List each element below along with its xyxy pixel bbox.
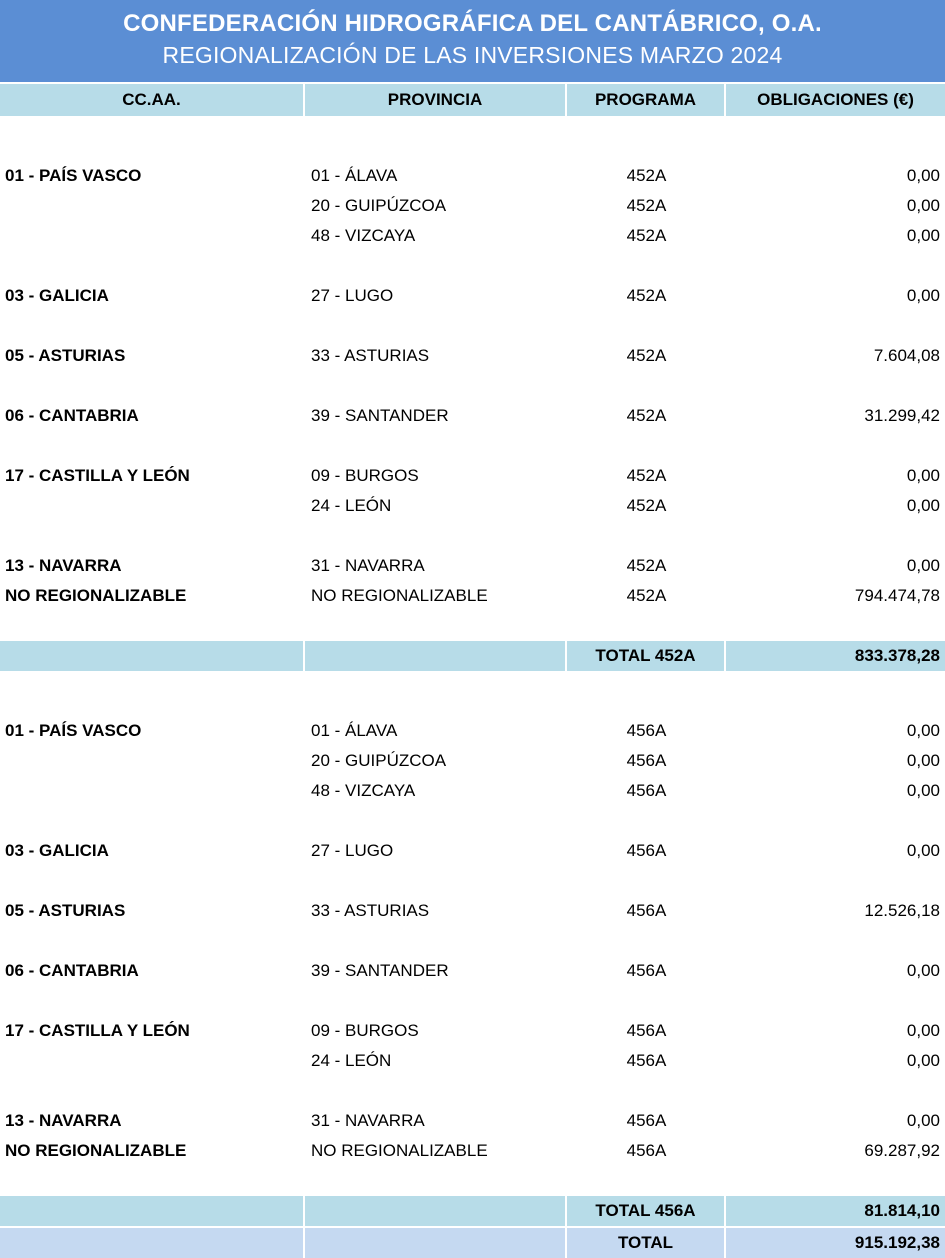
total-452a-row	[0, 641, 945, 671]
obligaciones-cell: 0,00	[906, 841, 940, 860]
programa-cell: 452A	[626, 226, 667, 245]
table-row	[0, 491, 945, 521]
ccaa-cell: 13 - NAVARRA	[5, 1111, 122, 1130]
provincia-cell: 27 - LUGO	[311, 286, 394, 305]
table-row	[0, 161, 945, 191]
grand-total-row	[0, 1228, 945, 1258]
row-spacer	[0, 806, 945, 836]
table-row	[0, 281, 945, 311]
obligaciones-cell: 0,00	[906, 751, 940, 770]
programa-cell: 452A	[626, 346, 667, 365]
ccaa-cell: 17 - CASTILLA Y LEÓN	[5, 466, 190, 485]
obligaciones-cell: 31.299,42	[864, 406, 940, 425]
ccaa-cell	[0, 221, 305, 251]
obligaciones-cell: 7.604,08	[873, 346, 940, 365]
provincia-cell: 24 - LEÓN	[311, 496, 392, 515]
ccaa-cell: NO REGIONALIZABLE	[5, 1141, 187, 1160]
row-spacer	[0, 251, 945, 281]
programa-cell: 456A	[626, 901, 667, 920]
report-title: CONFEDERACIÓN HIDROGRÁFICA DEL CANTÁBRICO, O.A.	[123, 10, 822, 37]
ccaa-cell: 13 - NAVARRA	[5, 556, 122, 575]
row-spacer	[0, 986, 945, 1016]
table-row	[0, 581, 945, 611]
programa-cell: 452A	[626, 466, 667, 485]
obligaciones-cell: 0,00	[906, 556, 940, 575]
table-row	[0, 776, 945, 806]
table-row	[0, 1106, 945, 1136]
grand-total-value: 915.192,38	[726, 1228, 945, 1258]
programa-cell: 456A	[626, 1141, 667, 1160]
table-row	[0, 956, 945, 986]
provincia-cell: 20 - GUIPÚZCOA	[311, 196, 447, 215]
obligaciones-cell: 0,00	[906, 466, 940, 485]
table-row	[0, 341, 945, 371]
programa-cell: 452A	[626, 196, 667, 215]
provincia-cell: 01 - ÁLAVA	[311, 166, 398, 185]
provincia-cell: NO REGIONALIZABLE	[311, 586, 488, 605]
obligaciones-cell: 0,00	[906, 1111, 940, 1130]
obligaciones-cell: 0,00	[906, 961, 940, 980]
provincia-cell: 09 - BURGOS	[311, 1021, 419, 1040]
provincia-cell: 27 - LUGO	[311, 841, 394, 860]
table-row	[0, 401, 945, 431]
ccaa-cell: 05 - ASTURIAS	[5, 901, 126, 920]
total-456a-row	[0, 1196, 945, 1226]
header-obligaciones: OBLIGACIONES (€)	[726, 84, 945, 116]
programa-cell: 456A	[626, 1051, 667, 1070]
ccaa-cell: 03 - GALICIA	[5, 841, 109, 860]
provincia-cell: 20 - GUIPÚZCOA	[311, 751, 447, 770]
programa-cell: 456A	[626, 781, 667, 800]
total-456a-value: 81.814,10	[726, 1196, 945, 1226]
provincia-cell: 48 - VIZCAYA	[311, 781, 416, 800]
provincia-cell: 39 - SANTANDER	[311, 961, 449, 980]
ccaa-cell	[0, 746, 305, 776]
programa-cell: 456A	[626, 1021, 667, 1040]
programa-cell: 452A	[626, 586, 667, 605]
row-spacer	[0, 431, 945, 461]
ccaa-cell	[0, 191, 305, 221]
total-452a-label: TOTAL 452A	[567, 641, 726, 671]
obligaciones-cell: 0,00	[906, 286, 940, 305]
row-spacer	[0, 521, 945, 551]
obligaciones-cell: 0,00	[906, 226, 940, 245]
programa-cell: 452A	[626, 406, 667, 425]
obligaciones-cell: 69.287,92	[864, 1141, 940, 1160]
ccaa-cell: NO REGIONALIZABLE	[5, 586, 187, 605]
ccaa-cell: 17 - CASTILLA Y LEÓN	[5, 1021, 190, 1040]
table-row	[0, 191, 945, 221]
obligaciones-cell: 0,00	[906, 496, 940, 515]
table-row	[0, 1046, 945, 1076]
provincia-cell: 48 - VIZCAYA	[311, 226, 416, 245]
obligaciones-cell: 0,00	[906, 721, 940, 740]
programa-cell: 456A	[626, 751, 667, 770]
table-row	[0, 1016, 945, 1046]
row-spacer	[0, 311, 945, 341]
total-452a-value: 833.378,28	[726, 641, 945, 671]
ccaa-cell: 06 - CANTABRIA	[5, 961, 139, 980]
row-spacer	[0, 926, 945, 956]
table-row	[0, 716, 945, 746]
report-banner	[0, 0, 945, 82]
provincia-cell: 33 - ASTURIAS	[311, 901, 430, 920]
section-456a	[0, 716, 945, 1166]
programa-cell: 452A	[626, 286, 667, 305]
programa-cell: 452A	[626, 166, 667, 185]
obligaciones-cell: 794.474,78	[854, 586, 940, 605]
programa-cell: 452A	[626, 496, 667, 515]
header-ccaa: CC.AA.	[0, 84, 305, 116]
provincia-cell: 09 - BURGOS	[311, 466, 419, 485]
table-header	[0, 84, 945, 116]
row-spacer	[0, 1076, 945, 1106]
obligaciones-cell: 0,00	[906, 166, 940, 185]
ccaa-cell	[0, 776, 305, 806]
provincia-cell: 33 - ASTURIAS	[311, 346, 430, 365]
obligaciones-cell: 0,00	[906, 1051, 940, 1070]
table-row	[0, 461, 945, 491]
table-row	[0, 221, 945, 251]
header-programa: PROGRAMA	[567, 84, 726, 116]
ccaa-cell: 06 - CANTABRIA	[5, 406, 139, 425]
obligaciones-cell: 0,00	[906, 196, 940, 215]
ccaa-cell	[0, 491, 305, 521]
obligaciones-cell: 0,00	[906, 781, 940, 800]
provincia-cell: 31 - NAVARRA	[311, 1111, 425, 1130]
table-row	[0, 896, 945, 926]
programa-cell: 456A	[626, 961, 667, 980]
report-subtitle: REGIONALIZACIÓN DE LAS INVERSIONES MARZO 2024	[162, 42, 783, 68]
ccaa-cell: 03 - GALICIA	[5, 286, 109, 305]
table-row	[0, 836, 945, 866]
obligaciones-cell: 0,00	[906, 1021, 940, 1040]
section-452a	[0, 161, 945, 611]
provincia-cell: NO REGIONALIZABLE	[311, 1141, 488, 1160]
total-456a-label: TOTAL 456A	[567, 1196, 726, 1226]
row-spacer	[0, 866, 945, 896]
ccaa-cell: 05 - ASTURIAS	[5, 346, 126, 365]
programa-cell: 456A	[626, 721, 667, 740]
grand-total-label: TOTAL	[567, 1228, 726, 1258]
header-provincia: PROVINCIA	[305, 84, 567, 116]
table-row	[0, 1136, 945, 1166]
ccaa-cell: 01 - PAÍS VASCO	[5, 721, 142, 740]
ccaa-cell: 01 - PAÍS VASCO	[5, 166, 142, 185]
obligaciones-cell: 12.526,18	[864, 901, 940, 920]
ccaa-cell	[0, 1046, 305, 1076]
programa-cell: 452A	[626, 556, 667, 575]
programa-cell: 456A	[626, 1111, 667, 1130]
provincia-cell: 01 - ÁLAVA	[311, 721, 398, 740]
provincia-cell: 24 - LEÓN	[311, 1051, 392, 1070]
row-spacer	[0, 371, 945, 401]
provincia-cell: 39 - SANTANDER	[311, 406, 449, 425]
provincia-cell: 31 - NAVARRA	[311, 556, 425, 575]
table-row	[0, 746, 945, 776]
table-row	[0, 551, 945, 581]
programa-cell: 456A	[626, 841, 667, 860]
